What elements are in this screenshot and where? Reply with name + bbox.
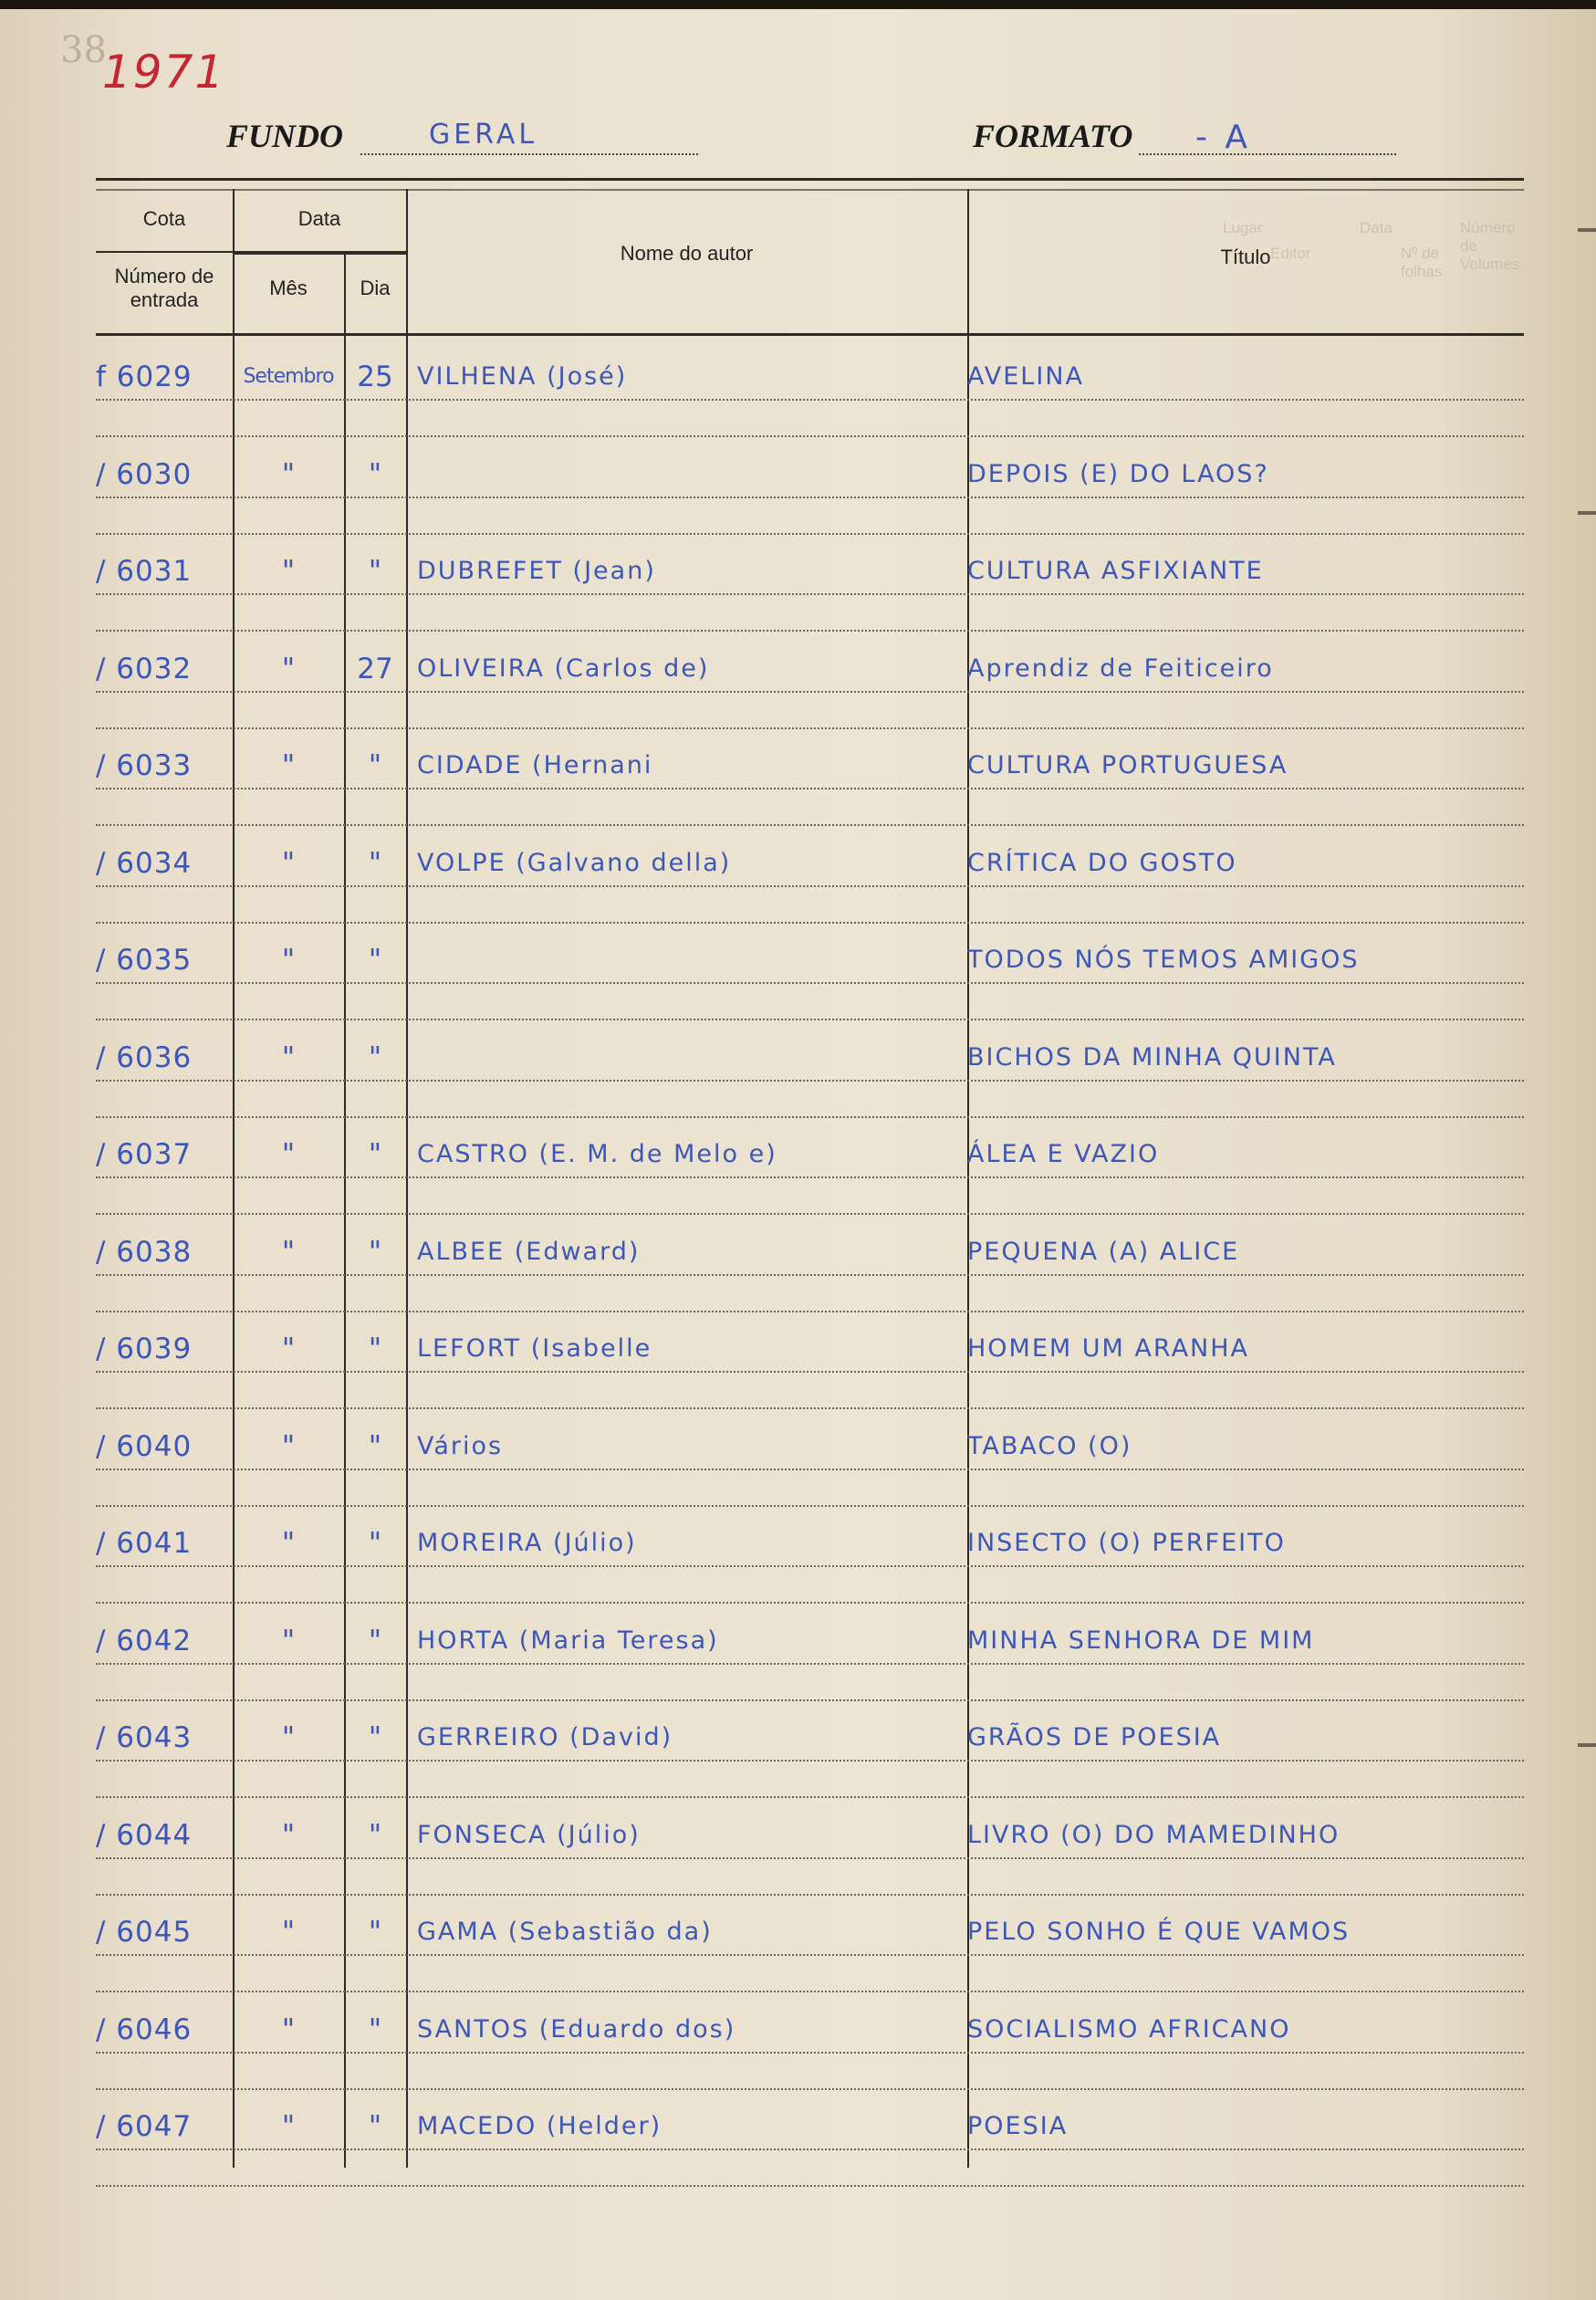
- entry-day: ": [368, 1721, 382, 1754]
- entry-number: / 6038: [96, 1235, 193, 1269]
- entry-month: ": [281, 1429, 296, 1463]
- entry-month: ": [281, 457, 296, 491]
- table-row: [96, 1025, 1524, 1123]
- entry-title: SOCIALISMO AFRICANO: [967, 2014, 1291, 2044]
- formato-dotted-line: [1139, 153, 1396, 155]
- col-dia: Dia: [360, 277, 391, 299]
- table-row: [96, 1122, 1524, 1219]
- entry-month: ": [281, 749, 296, 782]
- table-row: [96, 1414, 1524, 1511]
- entry-title: ÁLEA E VAZIO: [967, 1140, 1160, 1168]
- fundo-label: FUNDO: [226, 118, 344, 154]
- entry-number: / 6033: [96, 749, 193, 782]
- entry-month: ": [281, 1624, 296, 1657]
- entry-number: / 6047: [96, 2110, 193, 2143]
- register-year: 1971: [102, 46, 226, 99]
- faint-bleedthrough-columns: Lugar Editor Data Nº de folhas Número de Volumes: [1223, 219, 1520, 280]
- entry-month: ": [281, 2012, 296, 2046]
- table-row: [96, 1608, 1524, 1706]
- table-row: [96, 1997, 1524, 2095]
- entry-day: ": [368, 1818, 382, 1852]
- entry-title: LIVRO (O) DO MAMEDINHO: [967, 1820, 1340, 1849]
- entry-day: ": [368, 2110, 382, 2143]
- entry-author: SANTOS (Eduardo dos): [417, 2014, 736, 2044]
- entry-number: / 6043: [96, 1721, 193, 1754]
- entry-month: ": [281, 2110, 296, 2143]
- entry-day: ": [368, 749, 382, 782]
- entry-month: ": [281, 1040, 296, 1074]
- entry-month: ": [281, 1138, 296, 1171]
- entry-number: / 6036: [96, 1040, 193, 1074]
- entry-author: OLIVEIRA (Carlos de): [417, 653, 710, 683]
- entry-month: ": [281, 652, 296, 685]
- entry-month: ": [281, 1527, 296, 1560]
- entry-title: POESIA: [967, 2112, 1069, 2140]
- entry-day: ": [368, 555, 382, 588]
- entry-number: / 6039: [96, 1333, 193, 1365]
- entry-author: GAMA (Sebastião da): [417, 1918, 713, 1946]
- table-row: [96, 1705, 1524, 1803]
- entry-day: ": [368, 1916, 382, 1949]
- table-row: [96, 1316, 1524, 1414]
- entry-month: ": [281, 1333, 296, 1365]
- entry-number: / 6034: [96, 846, 193, 880]
- entry-title: GRÃOS DE POESIA: [967, 1723, 1222, 1751]
- pencil-page-number: 38: [60, 29, 107, 71]
- entry-month: ": [281, 846, 296, 880]
- entry-day: ": [368, 1333, 382, 1365]
- entry-number: / 6046: [96, 2012, 193, 2046]
- entry-day: ": [368, 1624, 382, 1657]
- entry-number: / 6032: [96, 652, 193, 685]
- entry-title: PELO SONHO É QUE VAMOS: [967, 1918, 1351, 1946]
- entry-author: DUBREFET (Jean): [417, 557, 656, 585]
- col-titulo: Título: [1220, 246, 1271, 268]
- entry-title: CULTURA PORTUGUESA: [967, 751, 1288, 779]
- col-data: Data: [297, 207, 341, 230]
- entry-number: / 6030: [96, 457, 193, 491]
- entry-author: VILHENA (José): [417, 362, 628, 391]
- entry-month: ": [281, 555, 296, 588]
- entry-day: ": [368, 1040, 382, 1074]
- table-row: [96, 1511, 1524, 1608]
- table-row: [96, 733, 1524, 831]
- table-row: [96, 636, 1524, 734]
- table-row: [96, 538, 1524, 636]
- entry-author: MOREIRA (Júlio): [417, 1529, 637, 1557]
- col-nome-autor: Nome do autor: [620, 242, 754, 265]
- entry-title: INSECTO (O) PERFEITO: [967, 1529, 1286, 1557]
- entry-number: / 6044: [96, 1818, 193, 1852]
- table-row: [96, 831, 1524, 928]
- entry-day: ": [368, 1235, 382, 1269]
- table-row: [96, 442, 1524, 539]
- entry-title: TABACO (O): [967, 1431, 1132, 1460]
- fundo-dotted-line: [360, 153, 698, 155]
- entry-number: / 6042: [96, 1624, 193, 1657]
- entry-author: CIDADE (Hernani: [417, 751, 653, 779]
- entry-day: ": [368, 2012, 382, 2046]
- entry-month: ": [281, 944, 296, 977]
- entry-number: / 6045: [96, 1916, 193, 1949]
- entry-title: MINHA SENHORA DE MIM: [967, 1626, 1315, 1655]
- entry-title: CRÍTICA DO GOSTO: [967, 848, 1237, 877]
- table-row: [96, 1803, 1524, 1900]
- entry-author: ALBEE (Edward): [417, 1237, 641, 1266]
- entry-author: VOLPE (Galvano della): [417, 848, 732, 877]
- col-numero-entrada: Número de entrada: [114, 265, 214, 311]
- entry-number: / 6035: [96, 944, 193, 977]
- fundo-value: GERAL: [429, 119, 538, 151]
- entry-day: ": [368, 1527, 382, 1560]
- table-row: [96, 1219, 1524, 1317]
- entry-title: TODOS NÓS TEMOS AMIGOS: [967, 946, 1360, 974]
- col-mes: Mês: [269, 277, 308, 299]
- entry-title: DEPOIS (E) DO LAOS?: [967, 459, 1269, 488]
- entry-day: ": [368, 846, 382, 880]
- col-cota: Cota: [142, 207, 186, 230]
- entry-month: ": [281, 1916, 296, 1949]
- formato-label: FORMATO: [973, 118, 1133, 154]
- entry-day: 27: [357, 652, 393, 685]
- entry-author: Vários: [417, 1431, 504, 1460]
- entry-title: PEQUENA (A) ALICE: [967, 1237, 1240, 1266]
- entry-title: BICHOS DA MINHA QUINTA: [967, 1042, 1337, 1072]
- ledger-page: [0, 9, 1596, 2300]
- entry-day: ": [368, 1429, 382, 1463]
- entry-number: / 6031: [96, 555, 193, 588]
- entry-author: GERREIRO (David): [417, 1723, 673, 1751]
- entry-number: / 6040: [96, 1429, 193, 1463]
- entry-author: MACEDO (Helder): [417, 2112, 662, 2140]
- table-row: [96, 2094, 1524, 2191]
- entry-title: HOMEM UM ARANHA: [967, 1334, 1250, 1363]
- entry-day: ": [368, 457, 382, 491]
- entry-month: ": [281, 1235, 296, 1269]
- entry-day: ": [368, 944, 382, 977]
- table-row: [96, 927, 1524, 1025]
- table-row: [96, 1899, 1524, 1997]
- entry-day: ": [368, 1138, 382, 1171]
- entry-month: ": [281, 1721, 296, 1754]
- entry-title: CULTURA ASFIXIANTE: [967, 557, 1264, 585]
- entry-title: AVELINA: [967, 362, 1084, 391]
- entry-month: ": [281, 1818, 296, 1852]
- entry-author: FONSECA (Júlio): [417, 1820, 641, 1849]
- formato-value: - A: [1195, 119, 1252, 156]
- entry-number: / 6037: [96, 1138, 193, 1171]
- entry-number: / 6041: [96, 1527, 193, 1560]
- entry-number: f 6029: [96, 361, 193, 393]
- entry-author: HORTA (Maria Teresa): [417, 1626, 719, 1655]
- entry-title: Aprendiz de Feiticeiro: [967, 653, 1274, 683]
- entry-month: Setembro: [243, 365, 334, 388]
- table-row: [96, 344, 1524, 442]
- entry-author: CASTRO (E. M. de Melo e): [417, 1140, 777, 1168]
- register-table: [96, 178, 1524, 2168]
- entry-author: LEFORT (Isabelle: [417, 1334, 652, 1363]
- entry-day: 25: [357, 361, 393, 393]
